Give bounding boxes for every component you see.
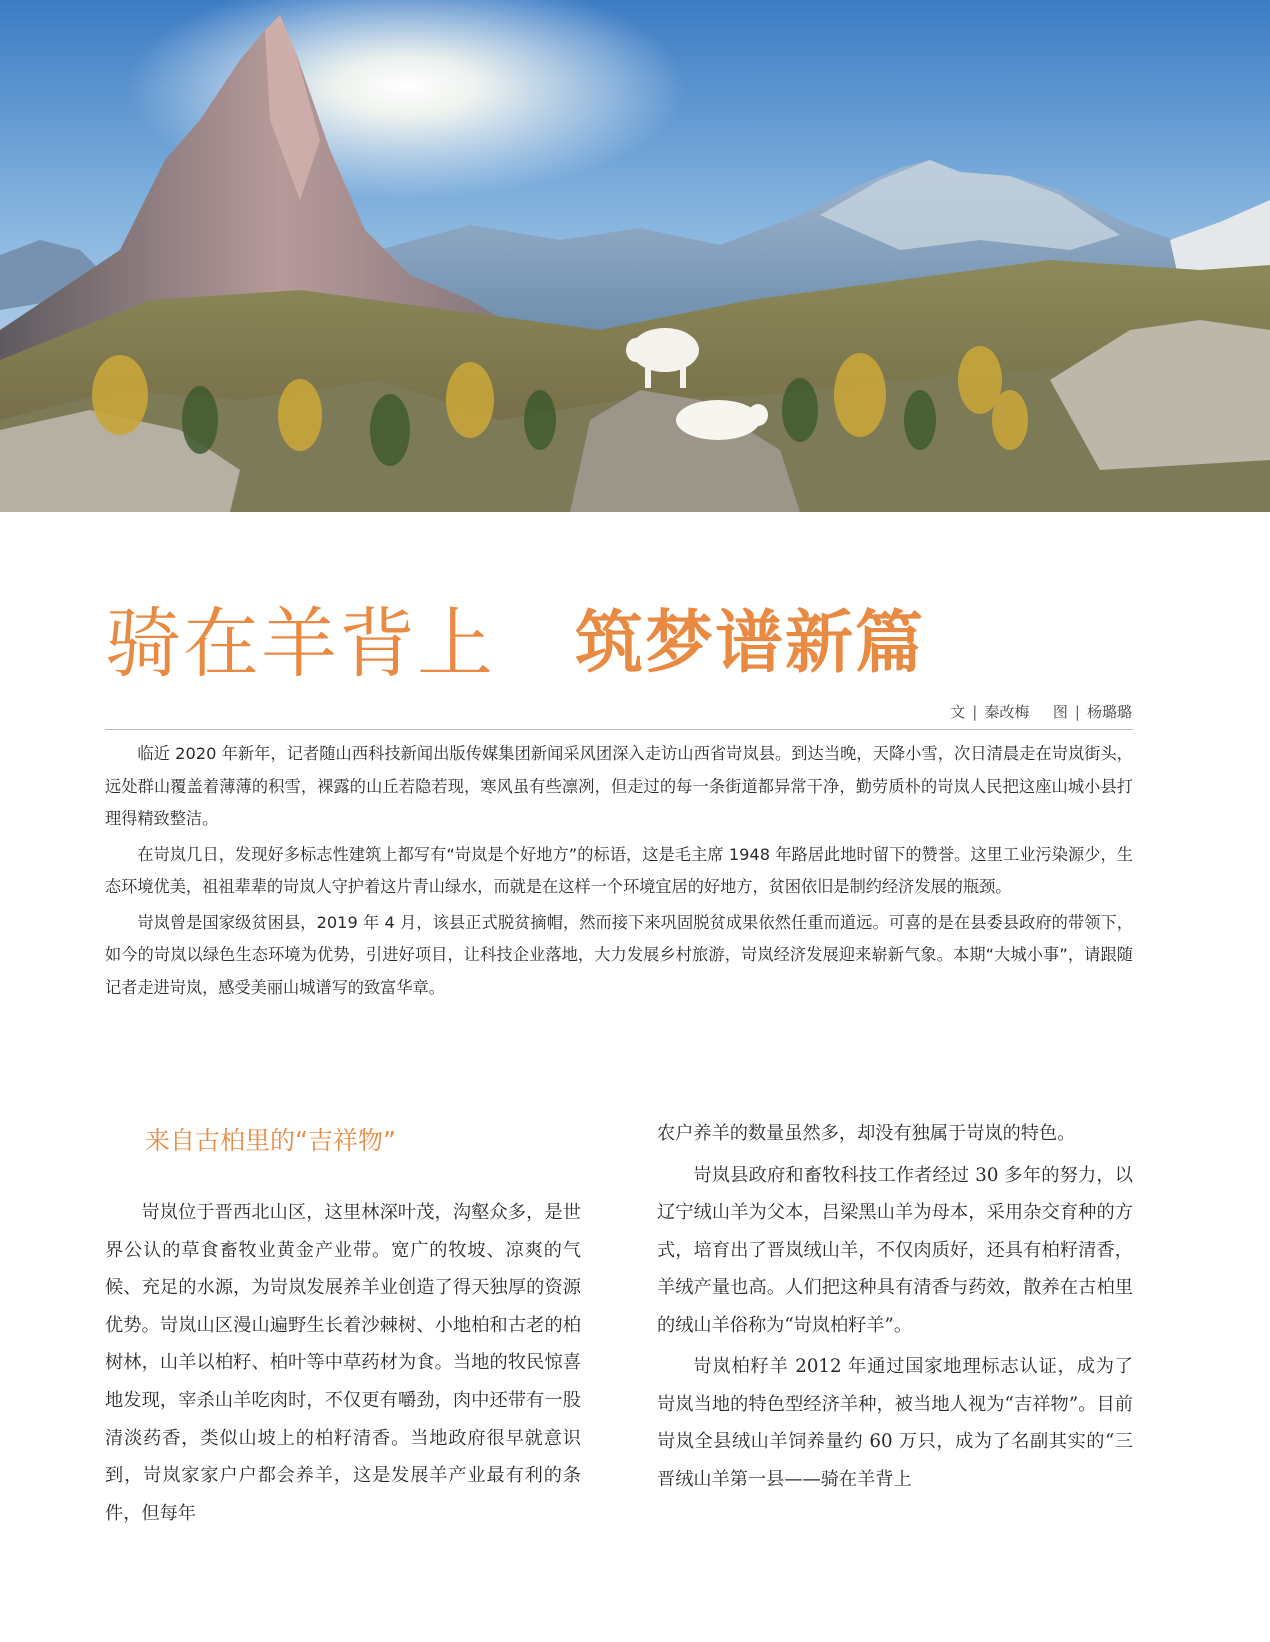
- title-part-bold: 筑梦谱新篇: [575, 603, 926, 683]
- hero-photo: [0, 0, 1270, 512]
- byline-photo-label: 图: [1052, 703, 1068, 721]
- intro-paragraph: 临近 2020 年新年，记者随山西科技新闻出版传媒集团新闻采风团深入走访山西省岢岚县。到达当晚，天降小雪，次日清晨走在岢岚街头，远处群山覆盖着薄薄的积雪，裸露的山丘若隐若现，寒风虽有些凛冽，但走过的每一条街道都异常干净，勤劳质朴的岢岚人民把这座山城小县打理得精致整洁。: [105, 744, 1133, 828]
- header-divider: [105, 729, 1133, 730]
- byline-text-label: 文: [950, 703, 966, 721]
- mountain-landscape-image: [0, 0, 1270, 512]
- section-heading: 来自古柏里的“吉祥物”: [145, 1126, 396, 1155]
- body-paragraph: 岢岚位于晋西北山区，这里林深叶茂，沟壑众多，是世界公认的草食畜牧业黄金产业带。宽广的牧坡、凉爽的气候、充足的水源，为岢岚发展养羊业创造了得天独厚的资源优势。岢岚山区漫山遍野生长着沙棘树、小地柏和古老的柏树林，山羊以柏籽、柏叶等中草药材为食。当地的牧民惊喜地发现，宰杀山羊吃肉时，不仅更有嚼劲，肉中还带有一股清淡药香，类似山坡上的柏籽清香。当地政府很早就意识到，岢岚家家户户都会养羊，这是发展羊产业最有利的条件，但每年: [105, 1202, 581, 1524]
- byline-photo-author: 杨璐璐: [1086, 703, 1132, 721]
- body-paragraph-continuation: 农户养羊的数量虽然多，却没有独属于岢岚的特色。: [657, 1123, 1076, 1144]
- body-paragraph: 岢岚柏籽羊 2012 年通过国家地理标志认证，成为了岢岚当地的特色型经济羊种，被当地人视为“吉祥物”。目前岢岚全县绒山羊饲养量约 60 万只，成为了名副其实的“三晋绒山羊第一县——骑在羊背上: [657, 1356, 1133, 1490]
- byline: [950, 701, 1132, 722]
- intro-paragraph: 岢岚曾是国家级贫困县，2019 年 4 月，该县正式脱贫摘帽，然而接下来巩固脱贫成果依然任重而道远。可喜的是在县委县政府的带领下，如今的岢岚以绿色生态环境为优势，引进好项目，让科技企业落地，大力发展乡村旅游，岢岚经济发展迎来崭新气象。本期“大城小事”，请跟随记者走进岢岚，感受美丽山城谱写的致富华章。: [105, 912, 1133, 997]
- byline-separator: |: [972, 703, 978, 721]
- byline-text-author: 秦改梅: [984, 703, 1030, 721]
- body-paragraph: 岢岚县政府和畜牧科技工作者经过 30 多年的努力，以辽宁绒山羊为父本，吕梁黑山羊为母本，采用杂交育种的方式，培育出了晋岚绒山羊，不仅肉质好，还具有柏籽清香，羊绒产量也高。人们把这种具有清香与药效，散养在古柏里的绒山羊俗称为“岢岚柏籽羊”。: [657, 1164, 1133, 1336]
- article-intro: [105, 738, 1133, 1004]
- byline-separator: |: [1074, 703, 1080, 721]
- article-title: [105, 592, 926, 688]
- title-part-light: 骑在羊背上: [105, 598, 495, 688]
- left-column: [105, 1194, 581, 1532]
- right-column: [657, 1115, 1133, 1498]
- intro-paragraph: 在岢岚几日，发现好多标志性建筑上都写有“岢岚是个好地方”的标语，这是毛主席 1948 年路居此地时留下的赞誉。这里工业污染源少，生态环境优美，祖祖辈辈的岢岚人守护着这片青山绿水，而就是在这样一个环境宜居的好地方，贫困依旧是制约经济发展的瓶颈。: [105, 844, 1133, 896]
